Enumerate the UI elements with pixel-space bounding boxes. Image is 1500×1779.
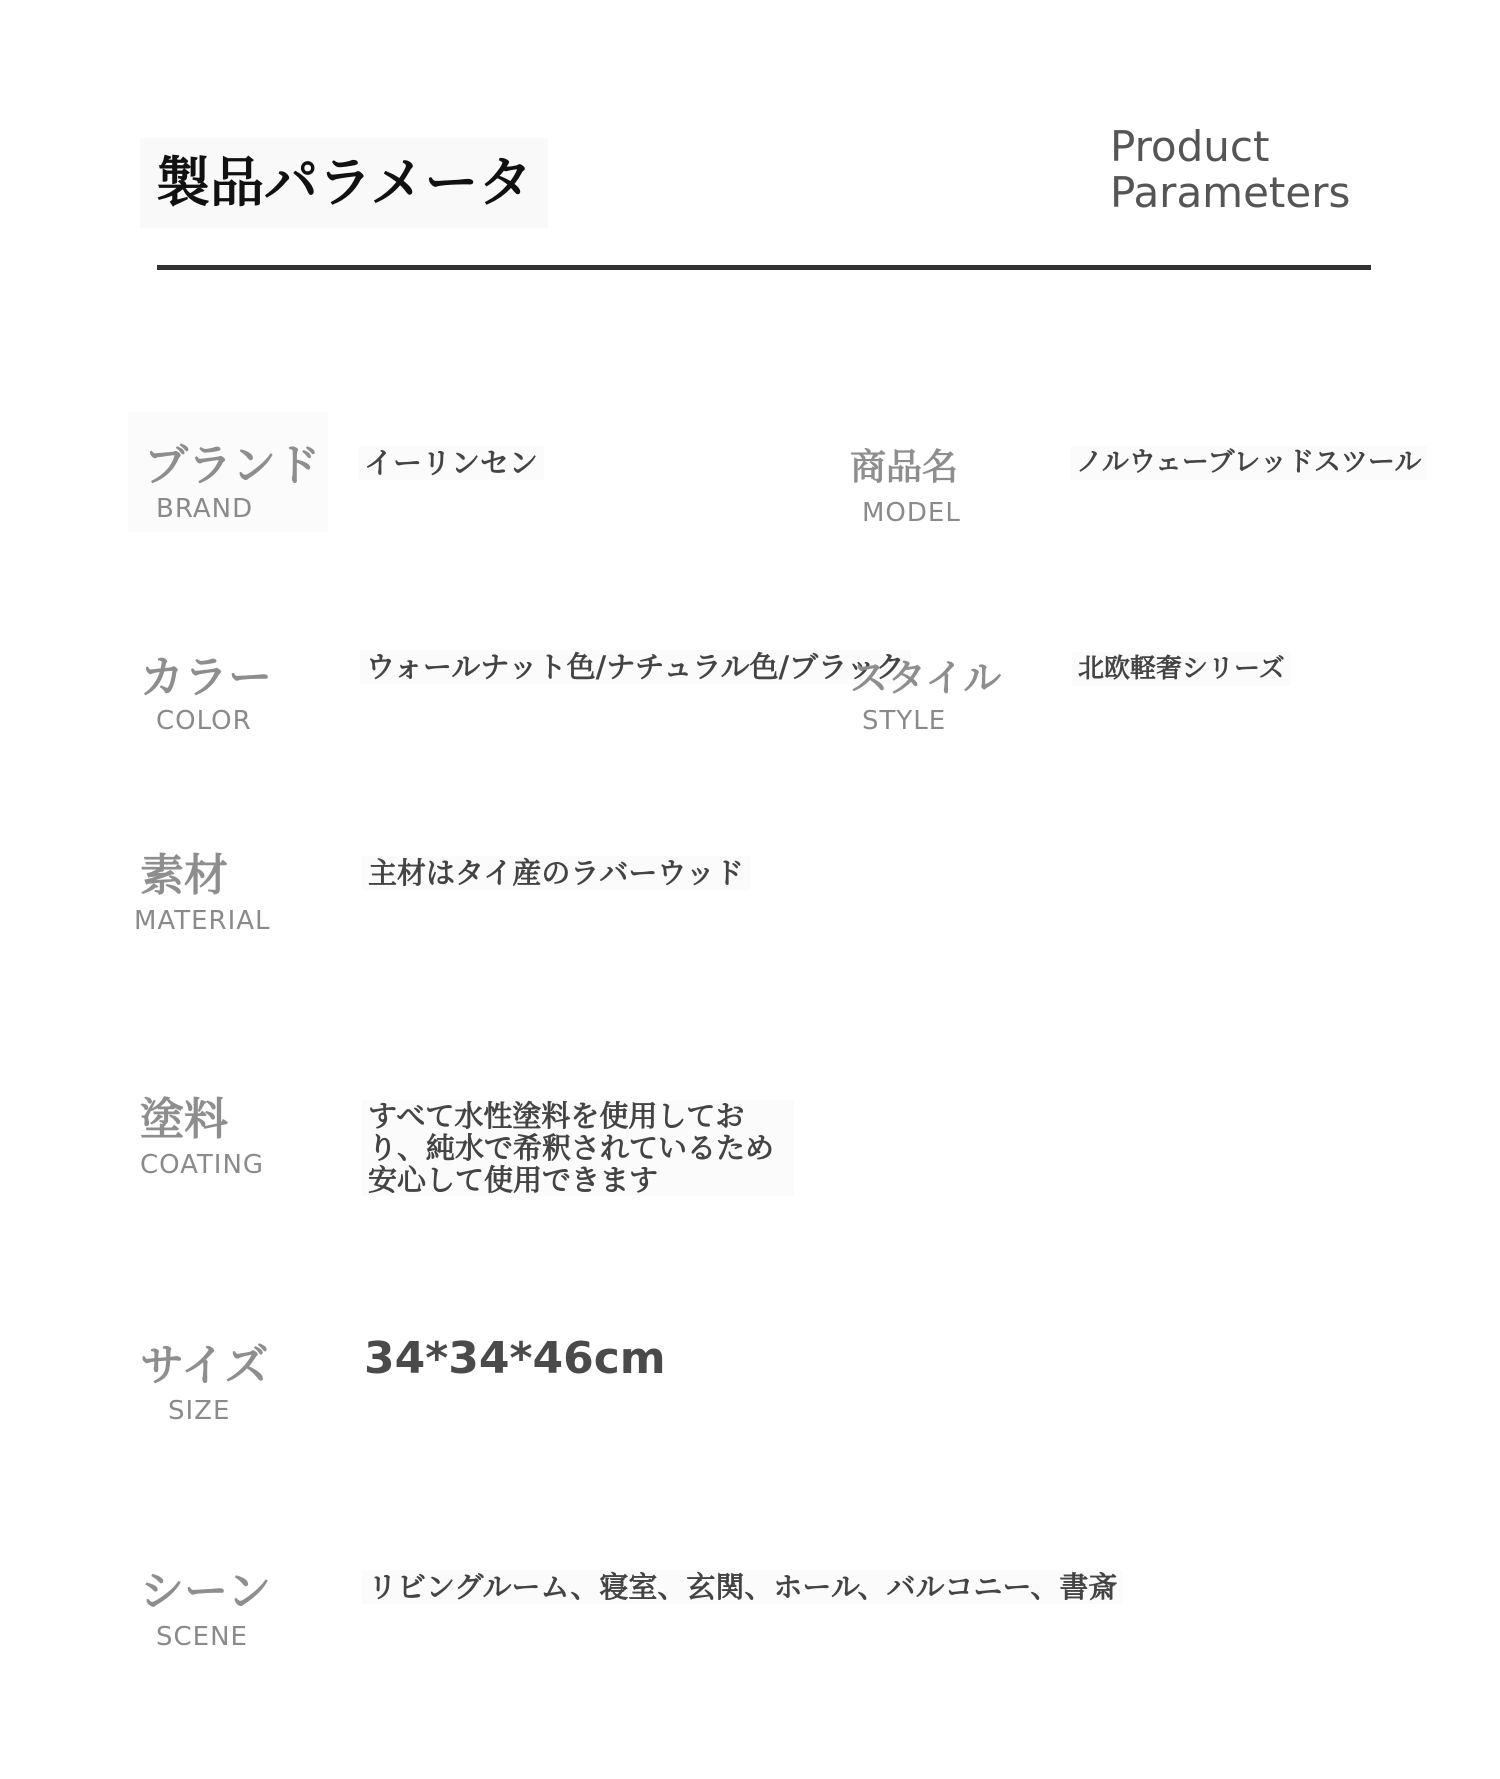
- header-divider: [157, 265, 1371, 270]
- model-label: 商品名: [850, 447, 959, 488]
- material-label: 素材: [140, 850, 228, 901]
- page-title: 製品パラメータ: [140, 138, 548, 228]
- style-label: スタイル: [850, 656, 1002, 700]
- material-value: 主材はタイ産のラバーウッド: [362, 856, 750, 890]
- brand-value: イーリンセン: [358, 446, 544, 480]
- style-label-en: STYLE: [862, 706, 947, 736]
- brand-label: ブランド: [144, 440, 320, 491]
- color-label: カラー: [140, 652, 272, 703]
- scene-label: シーン: [140, 1566, 272, 1617]
- size-label-en: SIZE: [168, 1396, 231, 1426]
- color-value: ウォールナット色/ナチュラル色/ブラック: [360, 650, 911, 684]
- size-value: 34*34*46cm: [364, 1333, 666, 1384]
- model-label-en: MODEL: [862, 498, 961, 528]
- material-label-en: MATERIAL: [134, 906, 271, 936]
- title-en-line1: Product: [1110, 122, 1270, 171]
- brand-label-en: BRAND: [156, 494, 254, 524]
- scene-label-en: SCENE: [156, 1622, 248, 1652]
- style-value: 北欧軽奢シリーズ: [1072, 652, 1291, 686]
- size-label: サイズ: [140, 1340, 269, 1391]
- title-en-line2: Parameters: [1110, 168, 1351, 217]
- coating-label-en: COATING: [140, 1150, 265, 1180]
- page-title-english: [1110, 124, 1350, 216]
- model-value: ノルウェーブレッドスツール: [1070, 446, 1427, 480]
- scene-value: リビングルーム、寝室、玄関、ホール、バルコニー、書斎: [362, 1570, 1123, 1604]
- coating-value: すべて水性塗料を使用しており、純水で希釈されているため安心して使用できます: [362, 1100, 794, 1196]
- color-label-en: COLOR: [156, 706, 252, 736]
- brand-label-block: [128, 412, 328, 532]
- coating-label: 塗料: [140, 1094, 228, 1145]
